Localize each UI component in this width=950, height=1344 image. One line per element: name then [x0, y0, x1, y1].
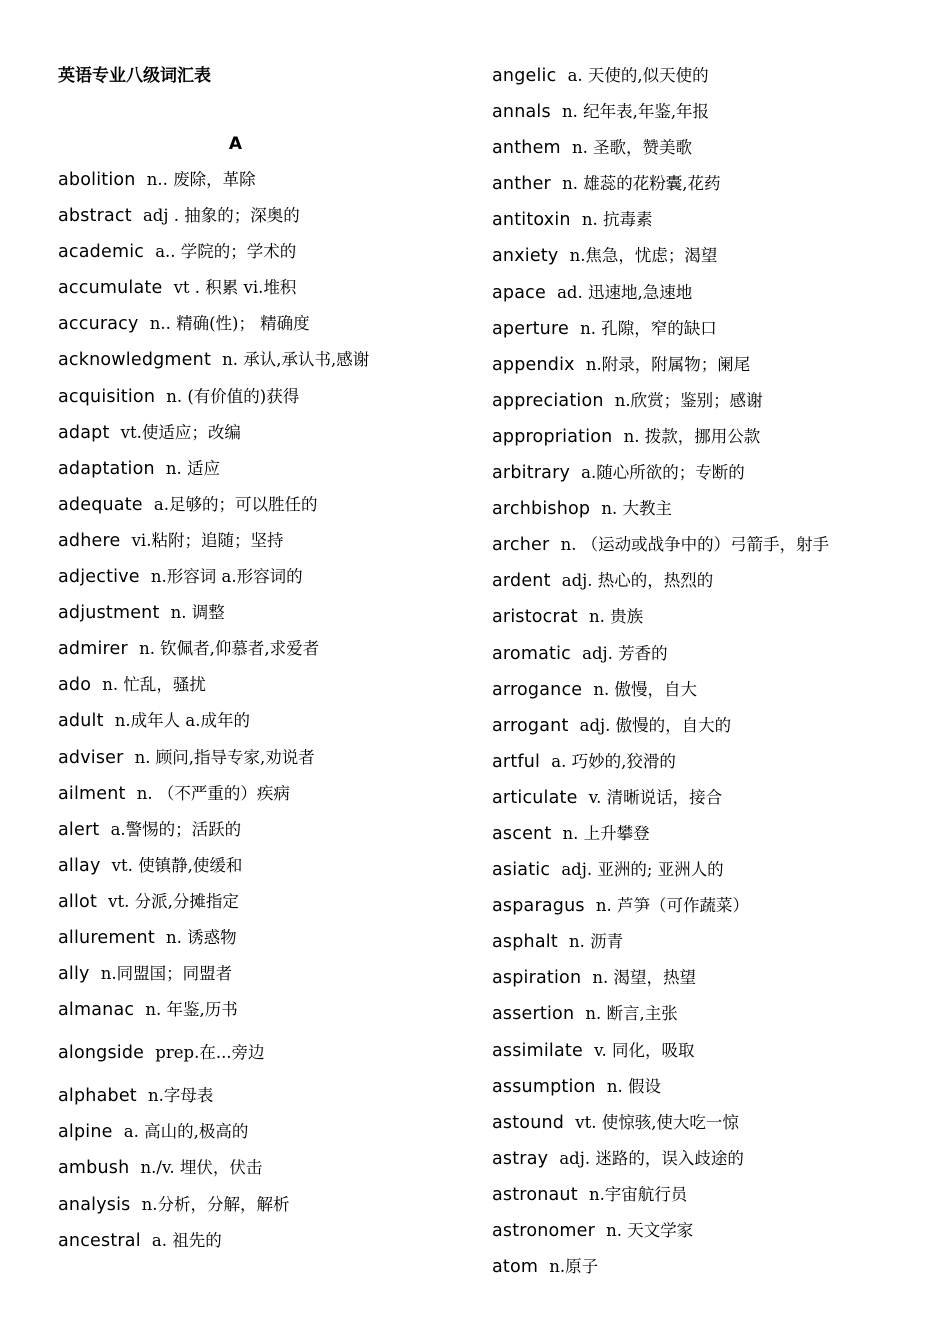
vocab-entry: [58, 776, 468, 812]
vocab-definition: a. 祖先的: [151, 1230, 222, 1250]
vocab-definition: n. 傲慢，自大: [593, 679, 698, 699]
vocab-entry: [58, 1078, 468, 1114]
vocab-definition: n. 忙乱，骚扰: [102, 675, 206, 695]
vocab-word: allay: [58, 855, 101, 876]
vocab-word: ally: [58, 964, 90, 985]
vocab-word: articulate: [492, 787, 578, 808]
vocab-word: apace: [492, 282, 546, 303]
vocab-entry: [58, 1028, 468, 1078]
vocab-word: assimilate: [492, 1040, 583, 1061]
vocab-word: adjective: [58, 567, 140, 588]
vocab-word: astound: [492, 1112, 565, 1133]
vocab-entry: [492, 383, 932, 419]
vocab-entry: [58, 920, 468, 956]
vocab-entry: [492, 888, 932, 924]
vocab-entry: [492, 1249, 932, 1285]
vocab-word: ancestral: [58, 1230, 141, 1251]
vocab-entry: [492, 1033, 932, 1069]
vocab-definition: n.欣赏；鉴别；感谢: [614, 390, 763, 410]
vocab-entry: [492, 455, 932, 491]
vocab-definition: v. 清晰说话，接合: [588, 787, 723, 807]
vocab-word: allurement: [58, 927, 155, 948]
vocab-entry: [58, 1114, 468, 1150]
vocab-definition: n. 拨款，挪用公款: [623, 426, 761, 446]
vocab-definition: n. 钦佩者,仰慕者,求爱者: [139, 639, 320, 659]
vocab-entry: [492, 58, 932, 94]
vocab-word: appropriation: [492, 426, 613, 447]
vocab-entry: [492, 852, 932, 888]
vocab-definition: a.足够的；可以胜任的: [153, 494, 318, 514]
vocab-definition: n. 纪年表,年鉴,年报: [561, 102, 710, 122]
vocab-definition: vt.使适应；改编: [120, 422, 241, 442]
vocab-word: archbishop: [492, 499, 591, 520]
vocab-word: adaptation: [58, 458, 155, 479]
vocab-definition: n. 雄蕊的花粉囊,花药: [562, 174, 721, 194]
vocab-word: accuracy: [58, 314, 139, 335]
vocab-definition: n.字母表: [148, 1086, 214, 1106]
vocab-entry: [492, 1105, 932, 1141]
vocab-definition: n. 断言,主张: [585, 1004, 678, 1024]
vocab-entry: [58, 884, 468, 920]
vocab-definition: n.宇宙航行员: [588, 1184, 688, 1204]
vocab-definition: a.警惕的；活跃的: [110, 819, 242, 839]
vocab-word: academic: [58, 242, 145, 263]
vocab-entry: [58, 848, 468, 884]
vocab-word: asparagus: [492, 896, 585, 917]
vocab-entry: [492, 130, 932, 166]
vocab-entry: [58, 523, 468, 559]
vocab-definition: n.原子: [549, 1257, 599, 1277]
vocab-definition: v. 同化，吸取: [594, 1040, 695, 1060]
vocab-entry: [492, 1069, 932, 1105]
vocab-word: anxiety: [492, 246, 559, 267]
vocab-word: adequate: [58, 494, 143, 515]
vocab-entry: [492, 1213, 932, 1249]
section-letter-heading: A: [228, 134, 243, 154]
vocab-definition: n. 天文学家: [606, 1221, 694, 1240]
vocab-entry: [492, 275, 932, 311]
vocab-definition: vi.粘附；追随；坚持: [131, 530, 284, 550]
vocab-entry: [58, 1150, 468, 1186]
vocab-entry: [492, 924, 932, 960]
vocab-word: alert: [58, 819, 100, 840]
vocab-definition: n. 芦笋（可作蔬菜）: [595, 896, 749, 916]
vocab-definition: n.分析，分解，解析: [141, 1194, 290, 1214]
vocab-word: almanac: [58, 1000, 135, 1021]
vocab-word: ailment: [58, 783, 126, 804]
vocab-entry: [58, 595, 468, 631]
vocab-definition: n. 假设: [606, 1076, 661, 1096]
vocab-definition: n.成年人 a.成年的: [114, 711, 250, 731]
vocab-entry: [492, 527, 932, 563]
vocab-entry: [58, 270, 468, 306]
vocab-word: astray: [492, 1148, 549, 1169]
vocab-word: acquisition: [58, 386, 156, 407]
vocab-word: ardent: [492, 571, 551, 592]
vocab-definition: adj. 亚洲的; 亚洲人的: [561, 860, 724, 880]
vocab-definition: n. 年鉴,历书: [145, 1000, 238, 1020]
vocab-word: arbitrary: [492, 463, 571, 484]
vocab-word: aristocrat: [492, 607, 578, 628]
vocab-entry: [58, 740, 468, 776]
vocab-definition: vt. 使镇静,使缓和: [111, 855, 243, 875]
vocab-definition: n./v. 埋伏，伏击: [140, 1158, 263, 1178]
document-title: 英语专业八级词汇表: [58, 66, 211, 86]
vocab-entry: [492, 780, 932, 816]
vocab-entry: [492, 491, 932, 527]
vocab-entry: [492, 996, 932, 1032]
vocab-word: ascent: [492, 823, 552, 844]
vocab-definition: n. 调整: [170, 603, 225, 623]
vocab-entry: [492, 94, 932, 130]
right-entry-list: [492, 58, 932, 1285]
vocab-entry: [58, 162, 468, 198]
vocab-entry: [58, 667, 468, 703]
vocab-entry: [58, 379, 468, 415]
vocab-word: angelic: [492, 66, 557, 86]
vocab-word: acknowledgment: [58, 350, 212, 371]
vocab-definition: adj . 抽象的；深奥的: [142, 206, 300, 226]
vocab-entry: [492, 166, 932, 202]
vocab-word: ambush: [58, 1158, 130, 1179]
vocab-definition: n.. 精确(性)； 精确度: [149, 314, 310, 334]
vocab-word: astronaut: [492, 1184, 578, 1205]
vocab-entry: [58, 631, 468, 667]
vocab-word: adjustment: [58, 603, 160, 624]
vocab-definition: n.附录，附属物；阑尾: [585, 354, 751, 374]
vocab-entry: [492, 744, 932, 780]
vocab-entry: [58, 992, 468, 1028]
vocab-entry: [492, 1141, 932, 1177]
vocab-word: analysis: [58, 1194, 131, 1215]
vocab-entry: [492, 238, 932, 274]
vocab-word: alpine: [58, 1122, 113, 1143]
vocab-word: antitoxin: [492, 210, 571, 231]
vocab-word: anther: [492, 174, 551, 195]
vocab-definition: ad. 迅速地,急速地: [557, 282, 693, 302]
vocab-definition: n. 渴望，热望: [592, 968, 697, 988]
vocab-definition: a. 巧妙的,狡滑的: [551, 751, 676, 771]
vocab-word: arrogance: [492, 679, 583, 700]
title-spacer: [58, 94, 468, 126]
vocab-word: artful: [492, 751, 541, 772]
vocab-definition: n. 顾问,指导专家,劝说者: [134, 747, 315, 767]
vocab-entry: [58, 559, 468, 595]
vocab-definition: adj. 迷路的，误入歧途的: [559, 1148, 744, 1168]
vocab-definition: n. 圣歌，赞美歌: [571, 138, 693, 158]
vocab-word: assertion: [492, 1004, 575, 1025]
vocab-word: appendix: [492, 354, 575, 375]
vocab-entry: [58, 234, 468, 270]
vocab-entry: [492, 1177, 932, 1213]
vocab-word: allot: [58, 891, 98, 912]
vocab-definition: adj. 热心的，热烈的: [561, 571, 714, 591]
vocab-word: abstract: [58, 206, 132, 227]
vocab-word: aperture: [492, 318, 569, 339]
vocab-word: alongside: [58, 1043, 145, 1064]
vocab-entry: [58, 415, 468, 451]
vocab-definition: n. （不严重的）疾病: [136, 783, 290, 803]
vocab-definition: n. 沥青: [569, 932, 624, 952]
vocab-definition: a. 天使的,似天使的: [567, 66, 709, 85]
vocab-word: abolition: [58, 170, 136, 190]
vocab-word: adult: [58, 711, 104, 732]
vocab-word: asphalt: [492, 932, 558, 953]
vocab-entry: [492, 419, 932, 455]
vocab-entry: [58, 956, 468, 992]
vocab-word: assumption: [492, 1076, 596, 1097]
vocab-definition: n. 抗毒素: [581, 210, 653, 230]
vocab-word: ado: [58, 675, 92, 696]
vocab-word: arrogant: [492, 715, 569, 736]
vocab-word: admirer: [58, 639, 128, 660]
vocab-word: annals: [492, 102, 551, 123]
vocab-definition: a.. 学院的；学术的: [155, 242, 297, 262]
vocab-entry: [492, 202, 932, 238]
vocab-definition: adj. 芳香的: [582, 643, 668, 663]
vocab-word: asiatic: [492, 860, 551, 881]
vocab-definition: a.随心所欲的；专断的: [581, 463, 745, 483]
vocab-entry: [58, 1187, 468, 1223]
vocab-entry: [58, 198, 468, 234]
vocab-definition: vt. 分派,分摊指定: [108, 891, 239, 911]
vocab-word: adviser: [58, 747, 124, 768]
vocab-word: adapt: [58, 422, 110, 443]
vocab-definition: prep.在...旁边: [155, 1043, 265, 1063]
vocab-entry: [492, 563, 932, 599]
vocab-definition: a. 高山的,极高的: [123, 1122, 249, 1142]
vocab-word: accumulate: [58, 278, 163, 299]
vocab-definition: n. 适应: [165, 458, 221, 478]
vocab-definition: n.. 废除，革除: [146, 170, 256, 189]
vocab-definition: n. （运动或战争中的）弓箭手，射手: [560, 535, 830, 555]
vocab-entry: [492, 816, 932, 852]
vocab-word: anthem: [492, 138, 561, 159]
vocab-word: appreciation: [492, 390, 604, 411]
vocab-entry: [492, 599, 932, 635]
vocab-definition: n.同盟国；同盟者: [100, 964, 233, 984]
vocab-entry: [58, 703, 468, 739]
vocab-definition: n. (有价值的)获得: [166, 386, 300, 406]
vocab-definition: n. 诱惑物: [166, 927, 237, 947]
vocab-entry: [492, 311, 932, 347]
left-entry-list: [58, 162, 468, 1259]
vocab-entry: [58, 1223, 468, 1259]
vocab-word: astronomer: [492, 1221, 596, 1241]
vocab-definition: adj. 傲慢的，自大的: [579, 715, 732, 735]
vocab-definition: vt. 使惊骇,使大吃一惊: [575, 1112, 739, 1132]
vocab-word: atom: [492, 1257, 539, 1278]
vocab-definition: n. 大教主: [601, 499, 673, 519]
right-column: [492, 58, 932, 1285]
vocab-entry: [58, 342, 468, 378]
vocab-entry: [492, 960, 932, 996]
vocab-entry: [492, 347, 932, 383]
vocab-entry: [58, 812, 468, 848]
vocab-entry: [58, 451, 468, 487]
vocab-entry: [492, 708, 932, 744]
vocab-entry: [492, 636, 932, 672]
vocab-entry: [58, 306, 468, 342]
vocab-definition: n. 孔隙，窄的缺口: [580, 318, 717, 338]
left-column: [58, 58, 468, 1259]
vocab-word: alphabet: [58, 1086, 137, 1107]
vocab-word: adhere: [58, 530, 121, 551]
vocab-word: archer: [492, 535, 550, 556]
vocab-definition: n. 贵族: [589, 607, 644, 627]
vocab-definition: n. 承认,承认书,感谢: [222, 350, 370, 370]
vocab-entry: [492, 672, 932, 708]
vocab-definition: n.焦急，忧虑；渴望: [569, 246, 718, 266]
vocab-definition: n.形容词 a.形容词的: [150, 567, 303, 587]
vocab-definition: n. 上升攀登: [562, 823, 650, 843]
vocab-entry: [58, 487, 468, 523]
vocab-word: aspiration: [492, 968, 582, 989]
vocab-word: aromatic: [492, 643, 571, 664]
vocab-definition: vt . 积累 vi.堆积: [173, 278, 297, 298]
